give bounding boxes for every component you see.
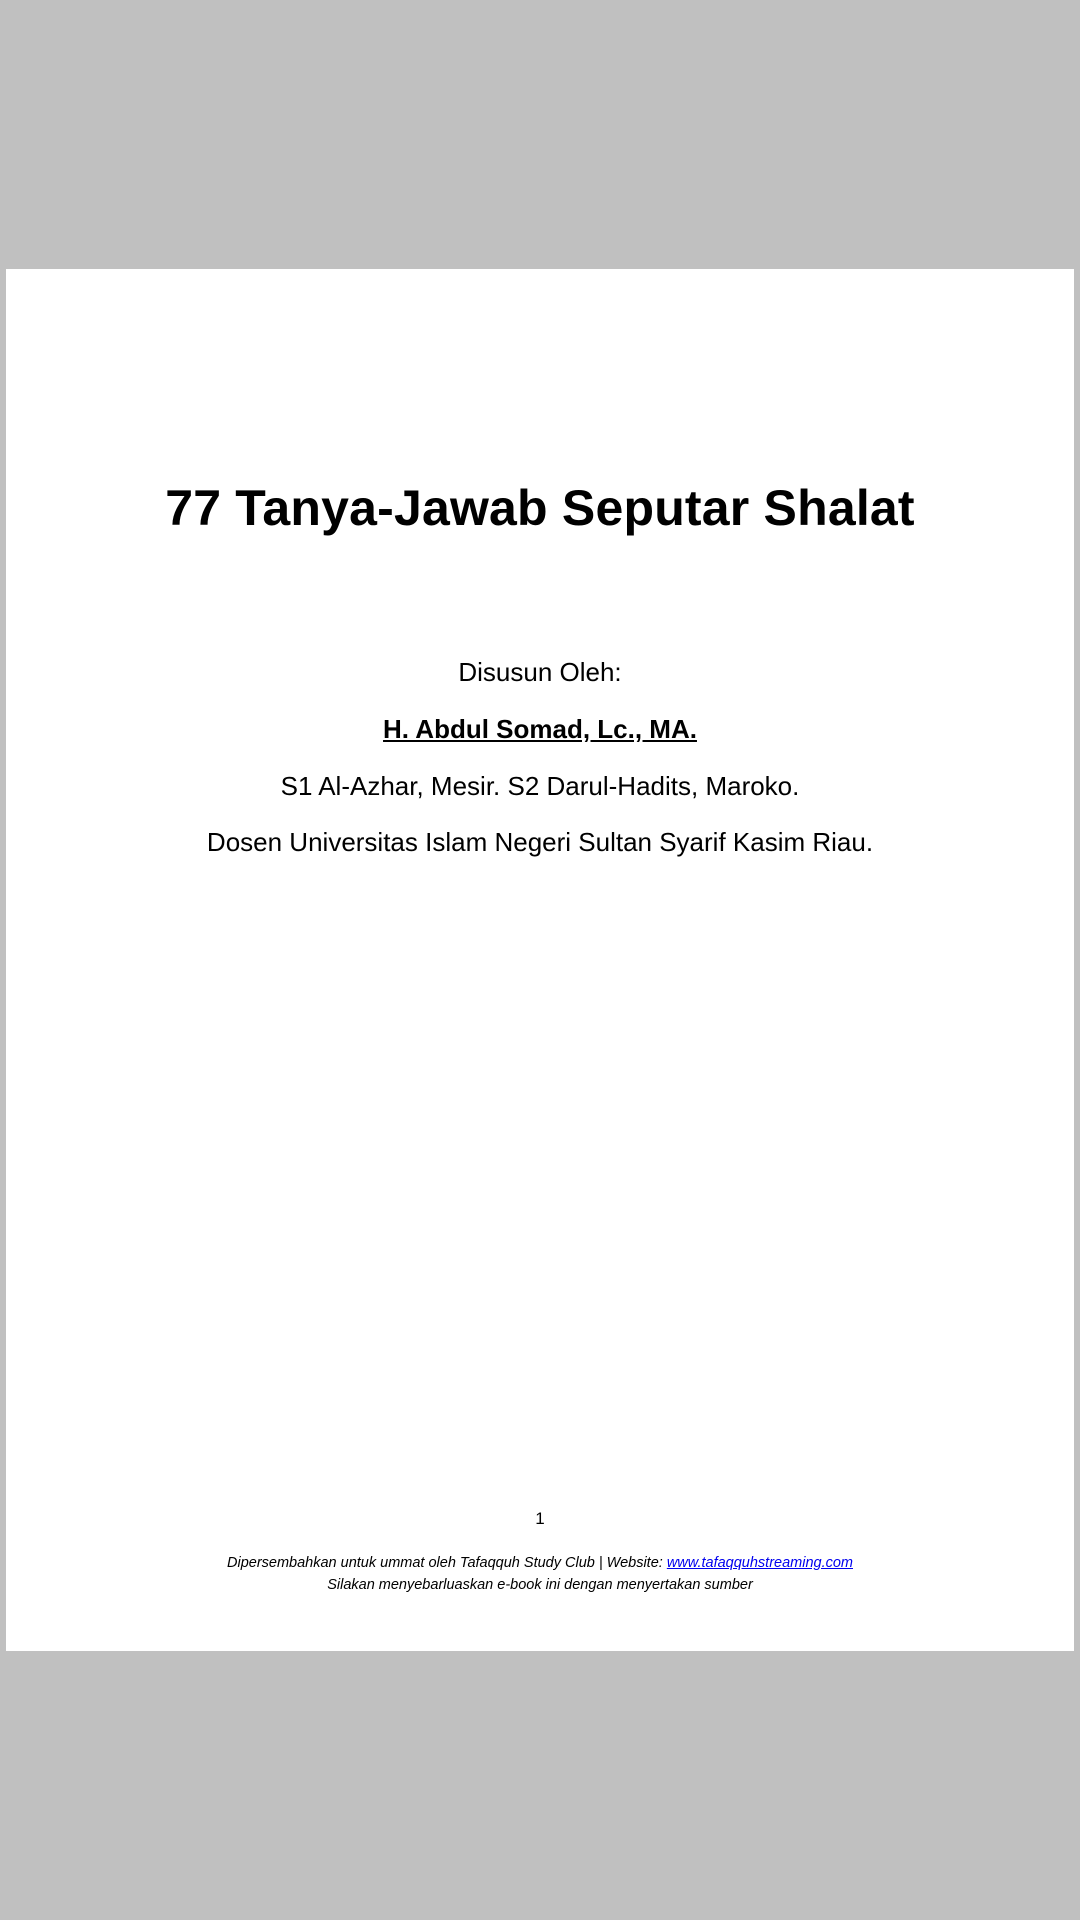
footer-line-1 — [6, 1552, 1074, 1574]
website-link[interactable]: www.tafaqquhstreaming.com — [666, 1555, 853, 1571]
footer-dedication-text: Dipersembahkan untuk ummat oleh Tafaqquh Study Club | Website: — [227, 1555, 667, 1571]
compiled-by-label: Disusun Oleh: — [458, 657, 622, 687]
page-number: 1 — [535, 1509, 545, 1528]
author-name: H. Abdul Somad, Lc., MA. — [383, 714, 697, 744]
document-page — [6, 269, 1074, 1651]
document-title: 77 Tanya-Jawab Seputar Shalat — [165, 480, 915, 536]
author-education: S1 Al-Azhar, Mesir. S2 Darul-Hadits, Maroko. — [280, 771, 800, 801]
author-position: Dosen Universitas Islam Negeri Sultan Syarif Kasim Riau. — [206, 827, 874, 857]
footer-line-2: Silakan menyebarluaskan e-book ini dengan menyertakan sumber — [327, 1577, 753, 1593]
page-footer — [6, 1552, 1074, 1596]
